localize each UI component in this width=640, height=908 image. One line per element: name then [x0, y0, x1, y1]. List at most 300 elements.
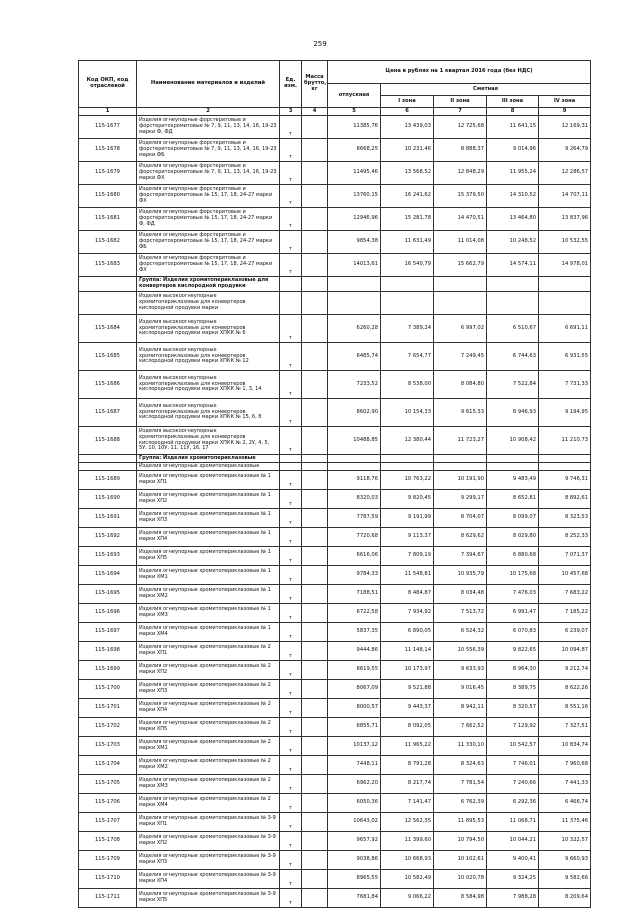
- row-zone-2-price: 15 662,79: [434, 254, 487, 277]
- row-code: 115-1690: [79, 490, 137, 509]
- table-row: [79, 604, 591, 623]
- table-row: [79, 870, 591, 889]
- row-release-price: 8067,09: [328, 680, 381, 699]
- row-zone-4-price: 7 731,33: [539, 371, 591, 399]
- row-zone-4-price: 6 931,55: [539, 343, 591, 371]
- table-row: [79, 794, 591, 813]
- row-zone-3-price: 7 129,92: [487, 718, 539, 737]
- table-row: [79, 813, 591, 832]
- row-zone-2-price: 15 379,50: [434, 185, 487, 208]
- table-row: [79, 699, 591, 718]
- row-name: Изделия огнеупорные хромитопериклазовые № 1 марки ХП5: [137, 547, 280, 566]
- table-row: [79, 371, 591, 399]
- table-row: [79, 832, 591, 851]
- row-release-price: 8320,03: [328, 490, 381, 509]
- row-zone-3-price: 9 483,49: [487, 471, 539, 490]
- row-zone-2-price: 7 249,45: [434, 343, 487, 371]
- row-zone-2-price: 14 470,51: [434, 208, 487, 231]
- row-code: 115-1708: [79, 832, 137, 851]
- row-release-price: 6855,71: [328, 718, 381, 737]
- row-zone-2-price: 11 895,53: [434, 813, 487, 832]
- row-code: 115-1704: [79, 756, 137, 775]
- row-mass: [302, 870, 328, 889]
- row-mass: [302, 604, 328, 623]
- row-zone-1-price: 12 380,44: [381, 427, 434, 455]
- row-zone-2-price: 6 762,39: [434, 794, 487, 813]
- column-number-row: [79, 108, 591, 116]
- row-name: Изделия огнеупорные хромитопериклазовые № 2 марки ХМ3: [137, 775, 280, 794]
- row-release-price: 7233,52: [328, 371, 381, 399]
- row-release-price: 6616,06: [328, 547, 381, 566]
- row-zone-2-price: 8 629,62: [434, 528, 487, 547]
- row-unit: т: [280, 756, 302, 775]
- row-zone-2-price: 10 102,61: [434, 851, 487, 870]
- row-zone-3-price: 6 292,36: [487, 794, 539, 813]
- table-row: [79, 585, 591, 604]
- row-zone-1-price: 8 092,05: [381, 718, 434, 737]
- row-code: 115-1709: [79, 851, 137, 870]
- row-zone-2-price: 12 725,68: [434, 116, 487, 139]
- row-unit: т: [280, 642, 302, 661]
- table-row: [79, 231, 591, 254]
- row-code: 115-1698: [79, 642, 137, 661]
- row-code: 115-1700: [79, 680, 137, 699]
- row-zone-2-price: 8 584,98: [434, 889, 487, 908]
- row-name: Изделия огнеупорные хромитопериклазовые № 2 марки ХП5: [137, 718, 280, 737]
- row-zone-4-price: 14 978,01: [539, 254, 591, 277]
- row-code: 115-1695: [79, 585, 137, 604]
- row-zone-3-price: 8 389,75: [487, 680, 539, 699]
- row-unit: т: [280, 254, 302, 277]
- row-name: Изделия высокоогнеупорные хромитопериклазовые для конвертеров кислородной продувки марки ХПКК № 1, 3, 14: [137, 371, 280, 399]
- row-unit: т: [280, 399, 302, 427]
- row-zone-4-price: 10 532,55: [539, 231, 591, 254]
- row-mass: [302, 718, 328, 737]
- row-name: Изделия высокоогнеупорные хромитопериклазовые для конвертеров кислородной продувки марки ХПКК № 6: [137, 315, 280, 343]
- row-unit: т: [280, 208, 302, 231]
- group-heading: Группа: Изделия хромитопериклазовые: [137, 455, 280, 463]
- table-row: [79, 642, 591, 661]
- row-release-price: 13760,15: [328, 185, 381, 208]
- row-zone-4-price: 7 327,51: [539, 718, 591, 737]
- row-name: Изделия огнеупорные хромитопериклазовые № 3-9 марки ХП5: [137, 889, 280, 908]
- row-mass: [302, 737, 328, 756]
- row-unit: т: [280, 851, 302, 870]
- page-number: 259: [313, 40, 327, 48]
- row-name: Изделия огнеупорные форстеритовые и форстеритохромитовые № 7, 9, 11, 13, 14, 16, 19-23 марки ФБ: [137, 139, 280, 162]
- row-zone-3-price: 6 991,47: [487, 604, 539, 623]
- row-zone-3-price: 9 400,41: [487, 851, 539, 870]
- row-mass: [302, 208, 328, 231]
- header-zone-2: II зона: [434, 96, 487, 108]
- row-name: Изделия огнеупорные форстеритовые и форстеритохромитовые № 15, 17, 18, 24-27 марки ФХ: [137, 254, 280, 277]
- row-code: 115-1694: [79, 566, 137, 585]
- row-name: Изделия огнеупорные хромитопериклазовые № 1 марки ХМ4: [137, 623, 280, 642]
- row-mass: [302, 254, 328, 277]
- row-zone-3-price: 8 029,80: [487, 528, 539, 547]
- column-number: 9: [539, 108, 591, 116]
- row-release-price: 9444,86: [328, 642, 381, 661]
- row-zone-2-price: 8 942,11: [434, 699, 487, 718]
- row-zone-3-price: 6 744,63: [487, 343, 539, 371]
- row-zone-1-price: 9 820,45: [381, 490, 434, 509]
- row-code: 115-1703: [79, 737, 137, 756]
- row-zone-4-price: 9 212,74: [539, 661, 591, 680]
- row-zone-1-price: 16 540,79: [381, 254, 434, 277]
- row-zone-4-price: 12 169,31: [539, 116, 591, 139]
- row-release-price: 8965,55: [328, 870, 381, 889]
- row-name: Изделия огнеупорные хромитопериклазовые № 1 марки ХП4: [137, 528, 280, 547]
- row-zone-4-price: 9 582,66: [539, 870, 591, 889]
- row-code: 115-1706: [79, 794, 137, 813]
- row-name: Изделия высокоогнеупорные хромитопериклазовые для конвертеров кислородной продувки марки ХПКК № 12: [137, 343, 280, 371]
- row-unit: т: [280, 813, 302, 832]
- row-zone-2-price: 7 781,54: [434, 775, 487, 794]
- row-unit: т: [280, 623, 302, 642]
- row-unit: т: [280, 471, 302, 490]
- row-unit: т: [280, 832, 302, 851]
- row-code: 115-1682: [79, 231, 137, 254]
- row-zone-2-price: 9 299,17: [434, 490, 487, 509]
- row-name: Изделия огнеупорные хромитопериклазовые № 3-9 марки ХП4: [137, 870, 280, 889]
- row-zone-2-price: 9 615,33: [434, 399, 487, 427]
- row-zone-3-price: 7 522,84: [487, 371, 539, 399]
- table-row: [79, 490, 591, 509]
- row-unit: т: [280, 889, 302, 908]
- row-release-price: 6260,28: [328, 315, 381, 343]
- row-name: Изделия огнеупорные форстеритовые и форстеритохромитовые № 15, 17, 18, 24-27 марки ФБ: [137, 231, 280, 254]
- row-zone-1-price: 9 113,37: [381, 528, 434, 547]
- row-zone-4-price: 7 960,68: [539, 756, 591, 775]
- row-zone-2-price: 6 997,02: [434, 315, 487, 343]
- row-zone-1-price: 7 389,24: [381, 315, 434, 343]
- header-release: отпускная: [328, 84, 381, 108]
- header-name: Наименование материалов и изделий: [137, 61, 280, 108]
- row-code: 115-1678: [79, 139, 137, 162]
- row-name: Изделия огнеупорные форстеритовые и форстеритохромитовые № 15, 17, 18, 24-27 марки Ф, ФД: [137, 208, 280, 231]
- table-row: [79, 566, 591, 585]
- row-zone-2-price: 10 794,50: [434, 832, 487, 851]
- row-unit: т: [280, 343, 302, 371]
- row-zone-3-price: 8 099,07: [487, 509, 539, 528]
- row-zone-2-price: 9 016,45: [434, 680, 487, 699]
- row-mass: [302, 547, 328, 566]
- row-zone-1-price: 8 791,28: [381, 756, 434, 775]
- row-zone-4-price: 10 834,74: [539, 737, 591, 756]
- row-zone-1-price: 10 668,93: [381, 851, 434, 870]
- group-section-chromite: [79, 455, 591, 471]
- row-release-price: 9657,92: [328, 832, 381, 851]
- row-release-price: 7681,84: [328, 889, 381, 908]
- row-zone-4-price: 10 322,57: [539, 832, 591, 851]
- group-heading: Группа: Изделия хромитопериклазовые для конвертеров кислородной продувки: [137, 277, 280, 292]
- row-release-price: 7188,51: [328, 585, 381, 604]
- row-zone-2-price: 8 324,63: [434, 756, 487, 775]
- row-zone-4-price: 8 252,33: [539, 528, 591, 547]
- row-zone-1-price: 11 548,81: [381, 566, 434, 585]
- table-row: [79, 471, 591, 490]
- column-number: 6: [381, 108, 434, 116]
- row-mass: [302, 490, 328, 509]
- row-zone-3-price: 10 044,21: [487, 832, 539, 851]
- row-zone-3-price: 7 476,03: [487, 585, 539, 604]
- table-header: [79, 61, 591, 116]
- row-code: 115-1699: [79, 661, 137, 680]
- row-unit: т: [280, 870, 302, 889]
- header-price-title: Цена в рублях на 1 квартал 2016 года (без НДС): [328, 61, 591, 84]
- row-unit: т: [280, 509, 302, 528]
- row-zone-1-price: 11 631,49: [381, 231, 434, 254]
- table-row: [79, 547, 591, 566]
- table-row: [79, 661, 591, 680]
- row-unit: т: [280, 566, 302, 585]
- row-zone-1-price: 8 217,74: [381, 775, 434, 794]
- row-zone-2-price: 7 513,72: [434, 604, 487, 623]
- header-unit: Ед. изм.: [280, 61, 302, 108]
- row-name: Изделия огнеупорные хромитопериклазовые № 1 марки ХМ1: [137, 566, 280, 585]
- table-row: [79, 623, 591, 642]
- row-release-price: 14013,61: [328, 254, 381, 277]
- row-zone-4-price: 8 622,26: [539, 680, 591, 699]
- row-unit: т: [280, 490, 302, 509]
- row-code: 115-1680: [79, 185, 137, 208]
- row-name: Изделия высокоогнеупорные хромитопериклазовые для конвертеров кислородной продувки марки ХПКК № 15, 6, 8: [137, 399, 280, 427]
- row-zone-2-price: 8 084,80: [434, 371, 487, 399]
- row-zone-1-price: 8 538,00: [381, 371, 434, 399]
- header-code: Код ОКП, код отраслевой: [79, 61, 137, 108]
- row-mass: [302, 813, 328, 832]
- row-release-price: 9784,33: [328, 566, 381, 585]
- row-code: 115-1683: [79, 254, 137, 277]
- row-zone-1-price: 16 241,62: [381, 185, 434, 208]
- row-code: 115-1710: [79, 870, 137, 889]
- row-unit: т: [280, 680, 302, 699]
- row-zone-3-price: 10 542,57: [487, 737, 539, 756]
- row-mass: [302, 139, 328, 162]
- row-code: 115-1701: [79, 699, 137, 718]
- row-unit: т: [280, 427, 302, 455]
- row-zone-3-price: 11 955,24: [487, 162, 539, 185]
- table-row: [79, 756, 591, 775]
- row-release-price: 8668,25: [328, 139, 381, 162]
- table-body-forsterite: [79, 116, 591, 277]
- row-zone-1-price: 10 763,22: [381, 471, 434, 490]
- row-mass: [302, 471, 328, 490]
- row-zone-3-price: 7 988,28: [487, 889, 539, 908]
- row-name: Изделия огнеупорные форстеритовые и форстеритохромитовые № 15, 17, 18, 24-27 марки ФХ: [137, 185, 280, 208]
- row-zone-2-price: 10 935,79: [434, 566, 487, 585]
- subgroup-heading: Изделия огнеупорные хромитопериклазовые: [137, 463, 280, 471]
- row-zone-4-price: 8 551,16: [539, 699, 591, 718]
- row-unit: т: [280, 737, 302, 756]
- row-unit: т: [280, 371, 302, 399]
- row-zone-4-price: 12 286,57: [539, 162, 591, 185]
- row-zone-3-price: 10 908,42: [487, 427, 539, 455]
- row-code: 115-1705: [79, 775, 137, 794]
- row-mass: [302, 371, 328, 399]
- row-zone-1-price: 9 521,88: [381, 680, 434, 699]
- row-zone-3-price: 8 320,57: [487, 699, 539, 718]
- row-release-price: 8619,55: [328, 661, 381, 680]
- row-name: Изделия огнеупорные хромитопериклазовые № 2 марки ХП1: [137, 642, 280, 661]
- row-mass: [302, 699, 328, 718]
- row-unit: т: [280, 585, 302, 604]
- row-zone-1-price: 7 654,77: [381, 343, 434, 371]
- row-code: 115-1684: [79, 315, 137, 343]
- row-zone-2-price: 11 723,27: [434, 427, 487, 455]
- row-zone-3-price: 10 248,52: [487, 231, 539, 254]
- row-zone-4-price: 14 707,11: [539, 185, 591, 208]
- row-name: Изделия огнеупорные хромитопериклазовые № 1 марки ХМ2: [137, 585, 280, 604]
- row-mass: [302, 794, 328, 813]
- row-zone-3-price: 6 880,68: [487, 547, 539, 566]
- row-name: Изделия огнеупорные хромитопериклазовые № 3-9 марки ХП2: [137, 832, 280, 851]
- row-unit: т: [280, 794, 302, 813]
- row-zone-4-price: 7 683,22: [539, 585, 591, 604]
- row-zone-2-price: 6 524,32: [434, 623, 487, 642]
- row-zone-2-price: 8 704,07: [434, 509, 487, 528]
- row-release-price: 9038,86: [328, 851, 381, 870]
- row-name: Изделия высокоогнеупорные хромитопериклазовые для конвертеров кислородной продувки марки ХПКК № 2, 2У, 4, 5, 5У, 10, 10У, 11, 11У, 16, 17: [137, 427, 280, 455]
- column-number: 7: [434, 108, 487, 116]
- row-unit: т: [280, 775, 302, 794]
- row-zone-4-price: 13 837,96: [539, 208, 591, 231]
- header-zone-4: IV зона: [539, 96, 591, 108]
- row-release-price: 7787,59: [328, 509, 381, 528]
- table-row: [79, 343, 591, 371]
- row-unit: т: [280, 139, 302, 162]
- row-name: Изделия огнеупорные хромитопериклазовые № 2 марки ХМ2: [137, 756, 280, 775]
- row-zone-2-price: 11 330,10: [434, 737, 487, 756]
- row-zone-3-price: 6 070,83: [487, 623, 539, 642]
- row-code: 115-1711: [79, 889, 137, 908]
- row-code: 115-1679: [79, 162, 137, 185]
- row-zone-1-price: 7 934,92: [381, 604, 434, 623]
- row-unit: т: [280, 718, 302, 737]
- row-release-price: 6722,58: [328, 604, 381, 623]
- row-zone-4-price: 8 323,53: [539, 509, 591, 528]
- table-row: [79, 775, 591, 794]
- row-zone-1-price: 10 154,33: [381, 399, 434, 427]
- row-zone-4-price: 11 375,46: [539, 813, 591, 832]
- row-zone-1-price: 10 173,97: [381, 661, 434, 680]
- row-zone-3-price: 11 068,71: [487, 813, 539, 832]
- row-release-price: 7448,11: [328, 756, 381, 775]
- row-zone-2-price: 7 662,52: [434, 718, 487, 737]
- row-zone-2-price: 11 014,08: [434, 231, 487, 254]
- row-zone-3-price: 8 652,81: [487, 490, 539, 509]
- row-mass: [302, 775, 328, 794]
- row-zone-3-price: 9 324,25: [487, 870, 539, 889]
- row-zone-1-price: 7 141,47: [381, 794, 434, 813]
- row-zone-1-price: 9 443,37: [381, 699, 434, 718]
- row-name: Изделия огнеупорные хромитопериклазовые № 3-9 марки ХП1: [137, 813, 280, 832]
- row-zone-4-price: 9 660,93: [539, 851, 591, 870]
- table-row: [79, 208, 591, 231]
- row-zone-4-price: 8 892,61: [539, 490, 591, 509]
- row-release-price: 7720,68: [328, 528, 381, 547]
- row-mass: [302, 116, 328, 139]
- column-number: 2: [137, 108, 280, 116]
- row-code: 115-1691: [79, 509, 137, 528]
- table-row: [79, 718, 591, 737]
- row-mass: [302, 642, 328, 661]
- row-zone-1-price: 7 809,19: [381, 547, 434, 566]
- column-number: 8: [487, 108, 539, 116]
- row-release-price: 12946,96: [328, 208, 381, 231]
- table-row: [79, 139, 591, 162]
- row-zone-1-price: 11 148,14: [381, 642, 434, 661]
- row-zone-3-price: 14 310,52: [487, 185, 539, 208]
- subgroup-heading: Изделия высокоогнеупорные хромитопериклазовые для конвертеров кислородной продувки марки: [137, 292, 280, 315]
- row-unit: т: [280, 162, 302, 185]
- row-code: 115-1702: [79, 718, 137, 737]
- row-name: Изделия огнеупорные хромитопериклазовые № 2 марки ХМ4: [137, 794, 280, 813]
- table-row: [79, 851, 591, 870]
- row-zone-4-price: 6 466,74: [539, 794, 591, 813]
- row-release-price: 6485,74: [328, 343, 381, 371]
- row-release-price: 9854,38: [328, 231, 381, 254]
- row-code: 115-1687: [79, 399, 137, 427]
- row-name: Изделия огнеупорные форстеритовые и форстеритохромитовые № 7, 9, 11, 13, 14, 16, 19-23 марки Ф, ФД: [137, 116, 280, 139]
- table-row: [79, 116, 591, 139]
- row-code: 115-1707: [79, 813, 137, 832]
- row-zone-4-price: 8 209,64: [539, 889, 591, 908]
- header-zone-1: I зона: [381, 96, 434, 108]
- row-zone-3-price: 13 464,80: [487, 208, 539, 231]
- row-release-price: 10488,85: [328, 427, 381, 455]
- row-name: Изделия огнеупорные хромитопериклазовые № 3-9 марки ХП3: [137, 851, 280, 870]
- group-section-converter: [79, 277, 591, 315]
- row-mass: [302, 162, 328, 185]
- column-number: 1: [79, 108, 137, 116]
- row-zone-1-price: 9 191,99: [381, 509, 434, 528]
- row-zone-3-price: 6 510,67: [487, 315, 539, 343]
- column-number: 4: [302, 108, 328, 116]
- row-mass: [302, 315, 328, 343]
- row-zone-1-price: 10 231,46: [381, 139, 434, 162]
- row-unit: т: [280, 604, 302, 623]
- table-row: [79, 399, 591, 427]
- header-zone-3: III зона: [487, 96, 539, 108]
- row-zone-1-price: 12 562,35: [381, 813, 434, 832]
- row-zone-1-price: 9 066,22: [381, 889, 434, 908]
- price-table: [78, 60, 591, 908]
- row-zone-1-price: 6 890,05: [381, 623, 434, 642]
- row-release-price: 8602,90: [328, 399, 381, 427]
- row-zone-3-price: 9 822,65: [487, 642, 539, 661]
- row-code: 115-1688: [79, 427, 137, 455]
- table-row: [79, 254, 591, 277]
- row-release-price: 10643,02: [328, 813, 381, 832]
- row-zone-4-price: 9 194,95: [539, 399, 591, 427]
- row-zone-1-price: 10 582,49: [381, 870, 434, 889]
- row-release-price: 8000,57: [328, 699, 381, 718]
- row-name: Изделия огнеупорные хромитопериклазовые № 2 марки ХП2: [137, 661, 280, 680]
- row-zone-2-price: 8 034,48: [434, 585, 487, 604]
- row-zone-3-price: 8 964,30: [487, 661, 539, 680]
- row-unit: т: [280, 231, 302, 254]
- row-release-price: 11495,46: [328, 162, 381, 185]
- table-row: [79, 185, 591, 208]
- table-row: [79, 680, 591, 699]
- table-body-chromite: [79, 471, 591, 908]
- row-zone-3-price: 9 014,96: [487, 139, 539, 162]
- table-row: [79, 528, 591, 547]
- row-mass: [302, 756, 328, 775]
- row-mass: [302, 231, 328, 254]
- row-unit: т: [280, 315, 302, 343]
